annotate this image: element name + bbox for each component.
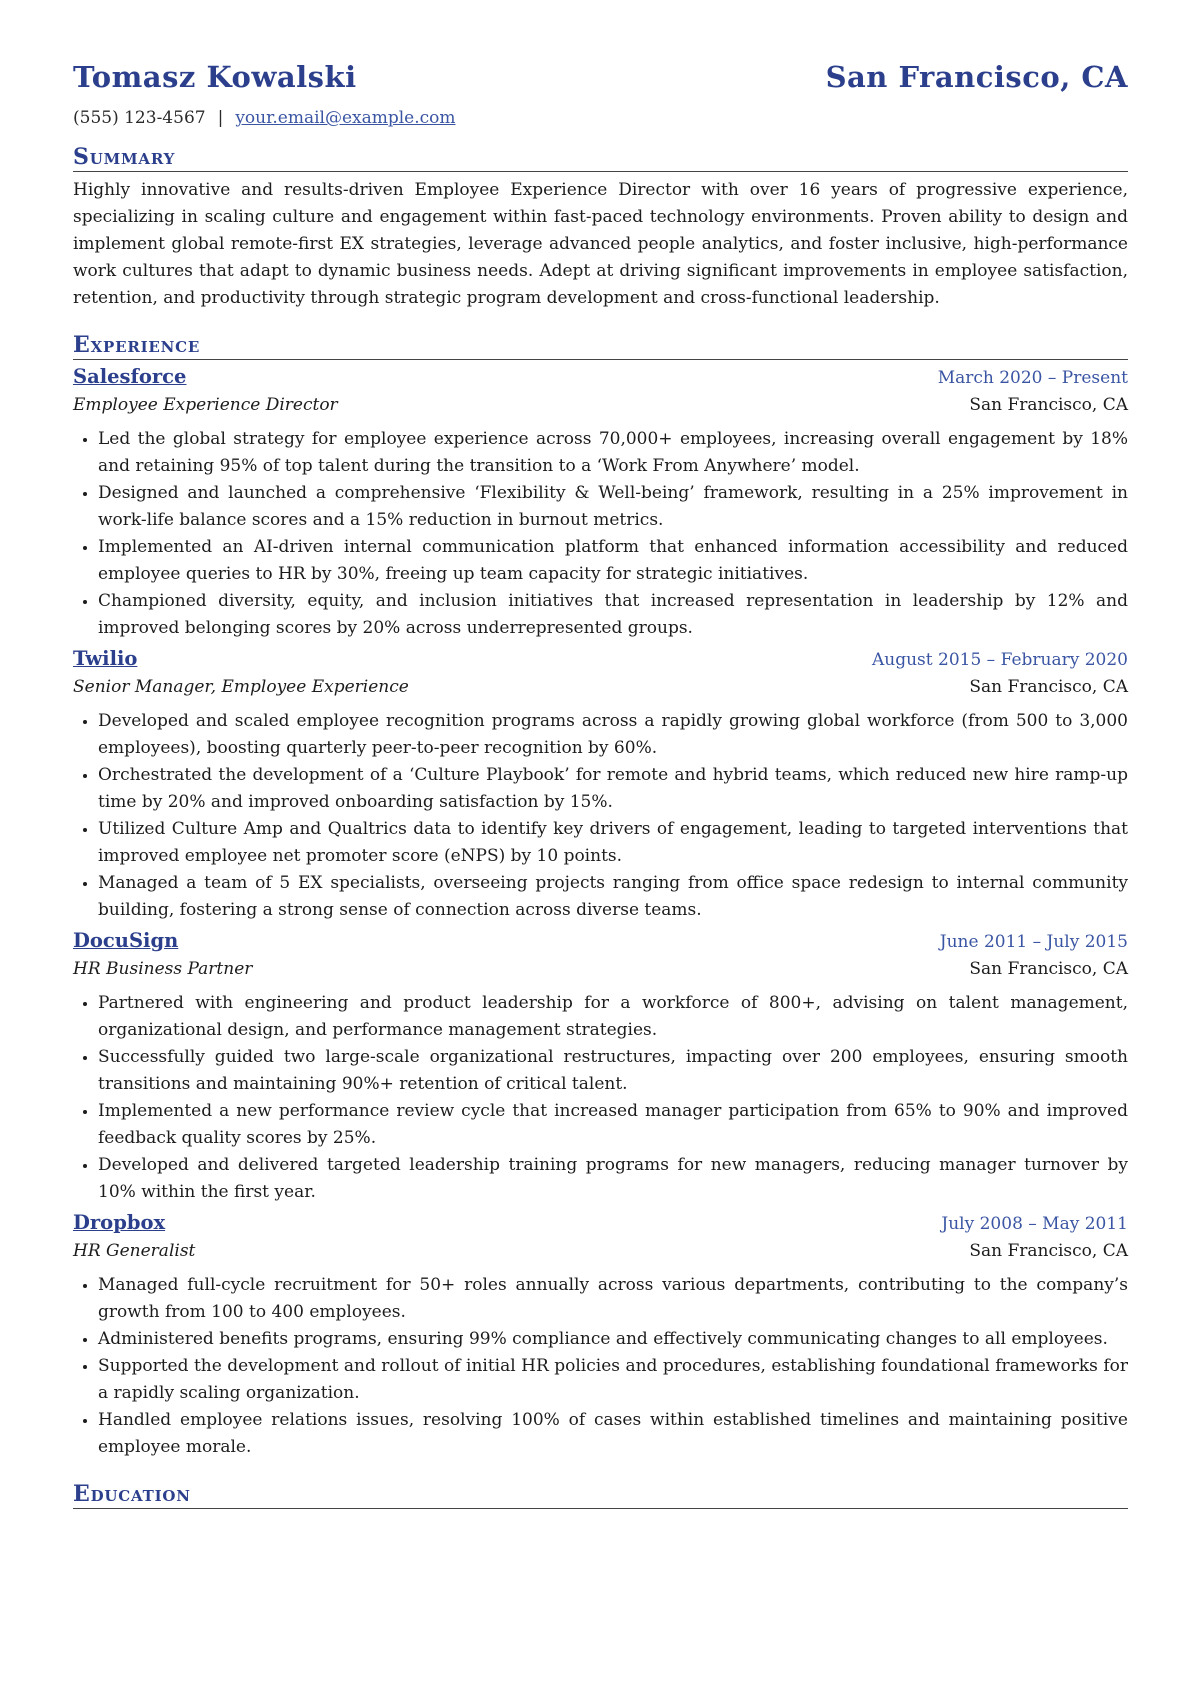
bullet-item: • Managed a team of 5 EX specialists, overseeing projects ranging from office space redesign to internal community building, fostering a strong sense of connection across diverse teams. [98, 870, 1128, 924]
company-name[interactable]: Dropbox [73, 1211, 166, 1234]
job-bullets [73, 426, 1128, 642]
job-bullets [73, 708, 1128, 924]
bullet-item: • Successfully guided two large-scale organizational restructures, impacting over 200 employees, ensuring smooth transitions and maintaining 90%+ retention of critical talent. [98, 1044, 1128, 1098]
job-bullets [73, 990, 1128, 1206]
bullet-item: • Developed and delivered targeted leadership training programs for new managers, reducing manager turnover by 10% within the first year. [98, 1152, 1128, 1206]
resume-content [73, 60, 1128, 1509]
job-location: San Francisco, CA [969, 677, 1128, 697]
bullet-item: • Developed and scaled employee recognition programs across a rapidly growing global workforce (from 500 to 3,000 employees), boosting quarterly peer-to-peer recognition by 60%. [98, 708, 1128, 762]
job-entry [73, 363, 1128, 642]
job-entry [73, 1209, 1128, 1461]
job-location: San Francisco, CA [969, 395, 1128, 415]
email-link[interactable]: your.email@example.com [235, 108, 456, 128]
job-dates: August 2015 – February 2020 [871, 650, 1128, 670]
bullet-item: • Orchestrated the development of a ‘Culture Playbook’ for remote and hybrid teams, which reduced new hire ramp-up time by 20% and improved onboarding satisfaction by 15%. [98, 762, 1128, 816]
company-name[interactable]: DocuSign [73, 929, 179, 952]
job-title: HR Business Partner [73, 959, 253, 979]
summary-heading: Summary [73, 144, 1128, 172]
job-dates: July 2008 – May 2011 [941, 1214, 1128, 1234]
job-location: San Francisco, CA [969, 1241, 1128, 1261]
experience-heading: Experience [73, 332, 1128, 360]
experience-list [73, 363, 1128, 1461]
job-dates: June 2011 – July 2015 [939, 932, 1128, 952]
bullet-item: • Handled employee relations issues, resolving 100% of cases within established timelines and maintaining positive employee morale. [98, 1407, 1128, 1461]
bullet-item: • Managed full-cycle recruitment for 50+ roles annually across various departments, contributing to the company’s growth from 100 to 400 employees. [98, 1272, 1128, 1326]
bullet-item: • Championed diversity, equity, and inclusion initiatives that increased representation in leadership by 12% and improved belonging scores by 20% across underrepresented groups. [98, 588, 1128, 642]
job-title: HR Generalist [73, 1241, 196, 1261]
bullet-item: • Supported the development and rollout of initial HR policies and procedures, establishing foundational frameworks for a rapidly scaling organization. [98, 1353, 1128, 1407]
bullet-item: • Implemented an AI-driven internal communication platform that enhanced information accessibility and reduced employee queries to HR by 30%, freeing up team capacity for strategic initiatives. [98, 534, 1128, 588]
bullet-item: • Utilized Culture Amp and Qualtrics data to identify key drivers of engagement, leading to targeted interventions that improved employee net promoter score (eNPS) by 10 points. [98, 816, 1128, 870]
summary-text: Highly innovative and results-driven Employee Experience Director with over 16 years of progressive experience, specializing in scaling culture and engagement within fast-paced technology environments. Proven ability to design and implement global remote-first EX strategies, leverage advanced people analytics, and foster inclusive, high-performance work cultures that adapt to dynamic business needs. Adept at driving significant improvements in employee satisfaction, retention, and productivity through strategic program development and cross-functional leadership. [73, 180, 1128, 308]
company-name[interactable]: Twilio [73, 647, 138, 670]
contact-separator: | [217, 108, 224, 128]
company-name[interactable]: Salesforce [73, 365, 187, 388]
candidate-location: San Francisco, CA [825, 60, 1128, 94]
job-entry [73, 645, 1128, 924]
job-entry [73, 927, 1128, 1206]
job-dates: March 2020 – Present [937, 368, 1128, 388]
bullet-item: • Designed and launched a comprehensive ‘Flexibility & Well-being’ framework, resulting in a 25% improvement in work-life balance scores and a 15% reduction in burnout metrics. [98, 480, 1128, 534]
bullet-item: • Implemented a new performance review cycle that increased manager participation from 65% to 90% and improved feedback quality scores by 25%. [98, 1098, 1128, 1152]
bullet-item: • Partnered with engineering and product leadership for a workforce of 800+, advising on talent management, organizational design, and performance management strategies. [98, 990, 1128, 1044]
job-bullets [73, 1272, 1128, 1461]
education-heading: Education [73, 1481, 1128, 1509]
contact-line [73, 108, 1128, 128]
resume-header [73, 60, 1128, 94]
job-title: Senior Manager, Employee Experience [73, 677, 409, 697]
bullet-item: • Administered benefits programs, ensuring 99% compliance and effectively communicating changes to all employees. [98, 1326, 1128, 1353]
bullet-item: • Led the global strategy for employee experience across 70,000+ employees, increasing overall engagement by 18% and retaining 95% of top talent during the transition to a ‘Work From Anywhere’ model. [98, 426, 1128, 480]
candidate-name: Tomasz Kowalski [73, 60, 357, 94]
phone-number: (555) 123-4567 [73, 108, 206, 128]
job-title: Employee Experience Director [73, 395, 338, 415]
job-location: San Francisco, CA [969, 959, 1128, 979]
